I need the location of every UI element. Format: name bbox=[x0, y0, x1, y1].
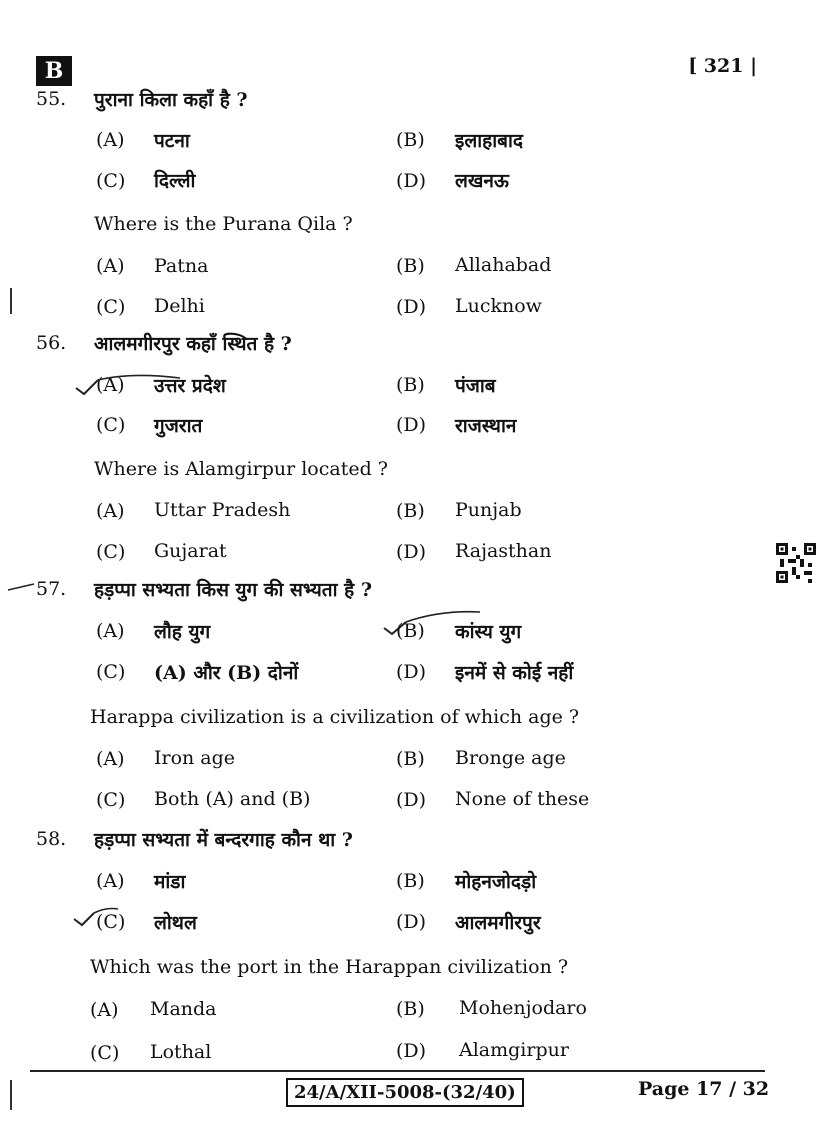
option-label: (B) bbox=[396, 870, 425, 892]
option-label: (B) bbox=[396, 129, 425, 151]
option-label: (A) bbox=[96, 129, 125, 151]
option-text: इलाहाबाद bbox=[455, 130, 524, 152]
question-text-hindi: आलमगीरपुर कहाँ स्थित है ? bbox=[94, 333, 292, 355]
footer-divider bbox=[30, 1070, 765, 1072]
option-text: Lucknow bbox=[455, 295, 542, 317]
question-text-english: Where is the Purana Qila ? bbox=[94, 213, 353, 235]
option-label: (A) bbox=[96, 374, 125, 396]
option-label: (C) bbox=[90, 1042, 120, 1064]
option-label: (A) bbox=[96, 620, 125, 642]
option-text: Gujarat bbox=[154, 540, 227, 562]
question-text-english: Where is Alamgirpur located ? bbox=[94, 458, 388, 480]
option-text: Delhi bbox=[154, 295, 205, 317]
option-text: लखनऊ bbox=[455, 170, 509, 192]
option-label: (A) bbox=[96, 870, 125, 892]
option-label: (D) bbox=[396, 789, 427, 811]
option-label: (C) bbox=[96, 541, 126, 563]
option-text: Punjab bbox=[455, 499, 522, 521]
option-text: Manda bbox=[150, 998, 217, 1020]
option-text: गुजरात bbox=[154, 415, 203, 437]
option-text: Iron age bbox=[154, 747, 236, 769]
question-text-english: Which was the port in the Harappan civilization ? bbox=[90, 956, 569, 978]
paper-code: 24/A/XII-5008-(32/40) bbox=[286, 1078, 524, 1107]
option-text: Rajasthan bbox=[455, 540, 552, 562]
option-text: लोथल bbox=[154, 912, 197, 934]
option-text: मोहनजोदड़ो bbox=[455, 871, 537, 893]
option-label: (B) bbox=[396, 255, 425, 277]
tick-mark-icon bbox=[72, 370, 182, 400]
question-number: 57. bbox=[36, 578, 67, 600]
option-label: (A) bbox=[90, 999, 119, 1021]
option-text: आलमगीरपुर bbox=[455, 912, 541, 934]
option-text: राजस्थान bbox=[455, 415, 517, 437]
option-text: Allahabad bbox=[455, 254, 552, 276]
option-label: (B) bbox=[396, 500, 425, 522]
option-text: Lothal bbox=[150, 1041, 212, 1063]
option-label: (C) bbox=[96, 789, 126, 811]
option-label: (A) bbox=[96, 255, 125, 277]
qr-code-icon bbox=[776, 543, 816, 583]
option-text: None of these bbox=[455, 788, 590, 810]
option-label: (A) bbox=[96, 748, 125, 770]
option-text: Uttar Pradesh bbox=[154, 499, 291, 521]
option-label: (C) bbox=[96, 414, 126, 436]
option-text: Both (A) and (B) bbox=[154, 788, 311, 810]
option-text: Mohenjodaro bbox=[459, 997, 587, 1019]
option-label: (C) bbox=[96, 170, 126, 192]
page-reference: [ 321 | bbox=[688, 55, 757, 77]
option-text: इनमें से कोई नहीं bbox=[455, 662, 574, 684]
option-label: (D) bbox=[396, 414, 427, 436]
question-text-hindi: पुराना किला कहाँ है ? bbox=[94, 89, 248, 111]
option-label: (C) bbox=[96, 296, 126, 318]
question-number: 58. bbox=[36, 828, 67, 850]
question-text-english: Harappa civilization is a civilization of which age ? bbox=[90, 706, 580, 728]
option-label: (D) bbox=[396, 911, 427, 933]
option-label: (B) bbox=[396, 620, 425, 642]
option-text: पंजाब bbox=[455, 375, 496, 397]
option-label: (D) bbox=[396, 170, 427, 192]
option-text: लौह युग bbox=[154, 621, 211, 643]
option-label: (D) bbox=[396, 296, 427, 318]
option-label: (D) bbox=[396, 661, 427, 683]
option-text: कांस्य युग bbox=[455, 621, 522, 643]
option-text: Bronge age bbox=[455, 747, 566, 769]
question-text-hindi: हड़प्पा सभ्यता किस युग की सभ्यता है ? bbox=[94, 579, 372, 601]
option-text: (A) और (B) दोनों bbox=[154, 662, 299, 684]
option-text: Patna bbox=[154, 255, 209, 277]
option-label: (D) bbox=[396, 1040, 427, 1062]
option-label: (D) bbox=[396, 541, 427, 563]
question-number: 56. bbox=[36, 332, 67, 354]
option-label: (A) bbox=[96, 500, 125, 522]
option-text: उत्तर प्रदेश bbox=[154, 375, 226, 397]
option-label: (B) bbox=[396, 998, 425, 1020]
option-text: मांडा bbox=[154, 871, 186, 893]
option-text: दिल्ली bbox=[154, 170, 196, 192]
option-label: (B) bbox=[396, 374, 425, 396]
tick-mark-icon bbox=[6, 578, 36, 596]
section-badge: B bbox=[36, 56, 72, 86]
question-number: 55. bbox=[36, 88, 67, 110]
option-label: (C) bbox=[96, 661, 126, 683]
page-number: Page 17 / 32 bbox=[638, 1078, 770, 1100]
option-text: Alamgirpur bbox=[459, 1039, 569, 1061]
option-label: (B) bbox=[396, 748, 425, 770]
option-label: (C) bbox=[96, 911, 126, 933]
question-text-hindi: हड़प्पा सभ्यता में बन्दरगाह कौन था ? bbox=[94, 829, 353, 851]
margin-mark bbox=[10, 288, 12, 314]
margin-mark bbox=[10, 1080, 12, 1110]
option-text: पटना bbox=[154, 130, 190, 152]
